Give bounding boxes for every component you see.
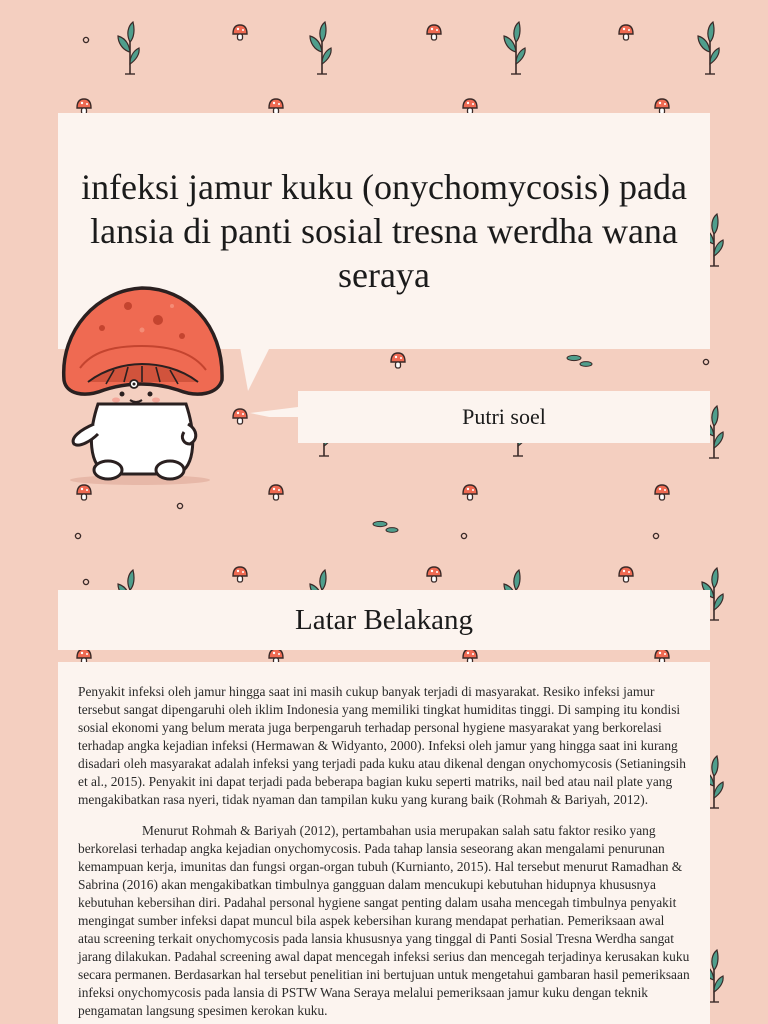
- section-heading: Latar Belakang: [295, 604, 473, 636]
- paragraph-1: Penyakit infeksi oleh jamur hingga saat ini masih cukup banyak terjadi di masyarakat. Resiko infeksi jamur tersebut sangat dipengaruhi oleh iklim Indonesia yang memiliki tingkat humiditas tinggi. Di samping itu kondisi sosial ekonomi yang belum merata juga berpengaruh terhadap personal hygiene masyarakat yang berkorelasi terhadap angka kejadian infeksi (Hermawan & Widyanto, 2000). Infeksi oleh jamur yang hingga saat ini kurang disadari oleh masyarakat adalah infeksi yang terjadi pada kuku atau dikenal dengan onychomycosis (Setianingsih et al., 2015). Penyakit ini dapat terjadi pada beberapa bagian kuku seperti matriks, nail bed atau nail plate yang mengakibatkan rasa nyeri, tidak nyaman dan tampilan kuku yang kurang baik (Rohmah & Bariyah, 2012).: [78, 684, 686, 807]
- mushroom-mascot: [58, 284, 228, 488]
- speech-bubble-tail: [240, 347, 304, 417]
- author-name: Putri soel: [462, 404, 546, 429]
- author-panel: [298, 391, 710, 443]
- document-title: infeksi jamur kuku (onychomycosis) pada lansia di panti sosial tresna werdha wana seraya: [81, 167, 687, 295]
- body-text-panel: [58, 662, 710, 1024]
- paragraph-2: Menurut Rohmah & Bariyah (2012), pertambahan usia merupakan salah satu faktor resiko yang berkorelasi terhadap angka kejadian onychomycosis. Pada tahap lansia seseorang akan mengalami penurunan kemampuan kerja, imunitas dan fungsi organ-organ tubuh (Kurnianto, 2015). Hal tersebut menurut Ramadhan & Sabrina (2016) akan mengakibatkan timbulnya gangguan dalam mencukupi kebutuhan hidupnya khususnya kebutuhan kebersihan diri. Padahal personal hygiene sangat penting dalam usaha mencegah timbulnya penyakit mengingat sumber infeksi dapat muncul bila aspek kebersihan kurang mendapat perhatian. Pemeriksaan awal atau screening terkait onychomycosis pada lansia khususnya yang tinggal di Panti Sosial Tresna Werdha sangat jarang dilakukan. Padahal screening awal dapat mencegah infeksi serius dan mencegah terjadinya kerusakan kuku secara permanen. Berdasarkan hal tersebut penelitian ini bertujuan untuk mengetahui gambaran hasil pemeriksaan infeksi onychomycosis pada lansia di PSTW Wana Seraya melalui pemeriksaan jamur kuku dengan teknik pengamatan langsung spesimen kerokan kuku.: [78, 823, 690, 1018]
- section-heading-panel: [58, 590, 710, 650]
